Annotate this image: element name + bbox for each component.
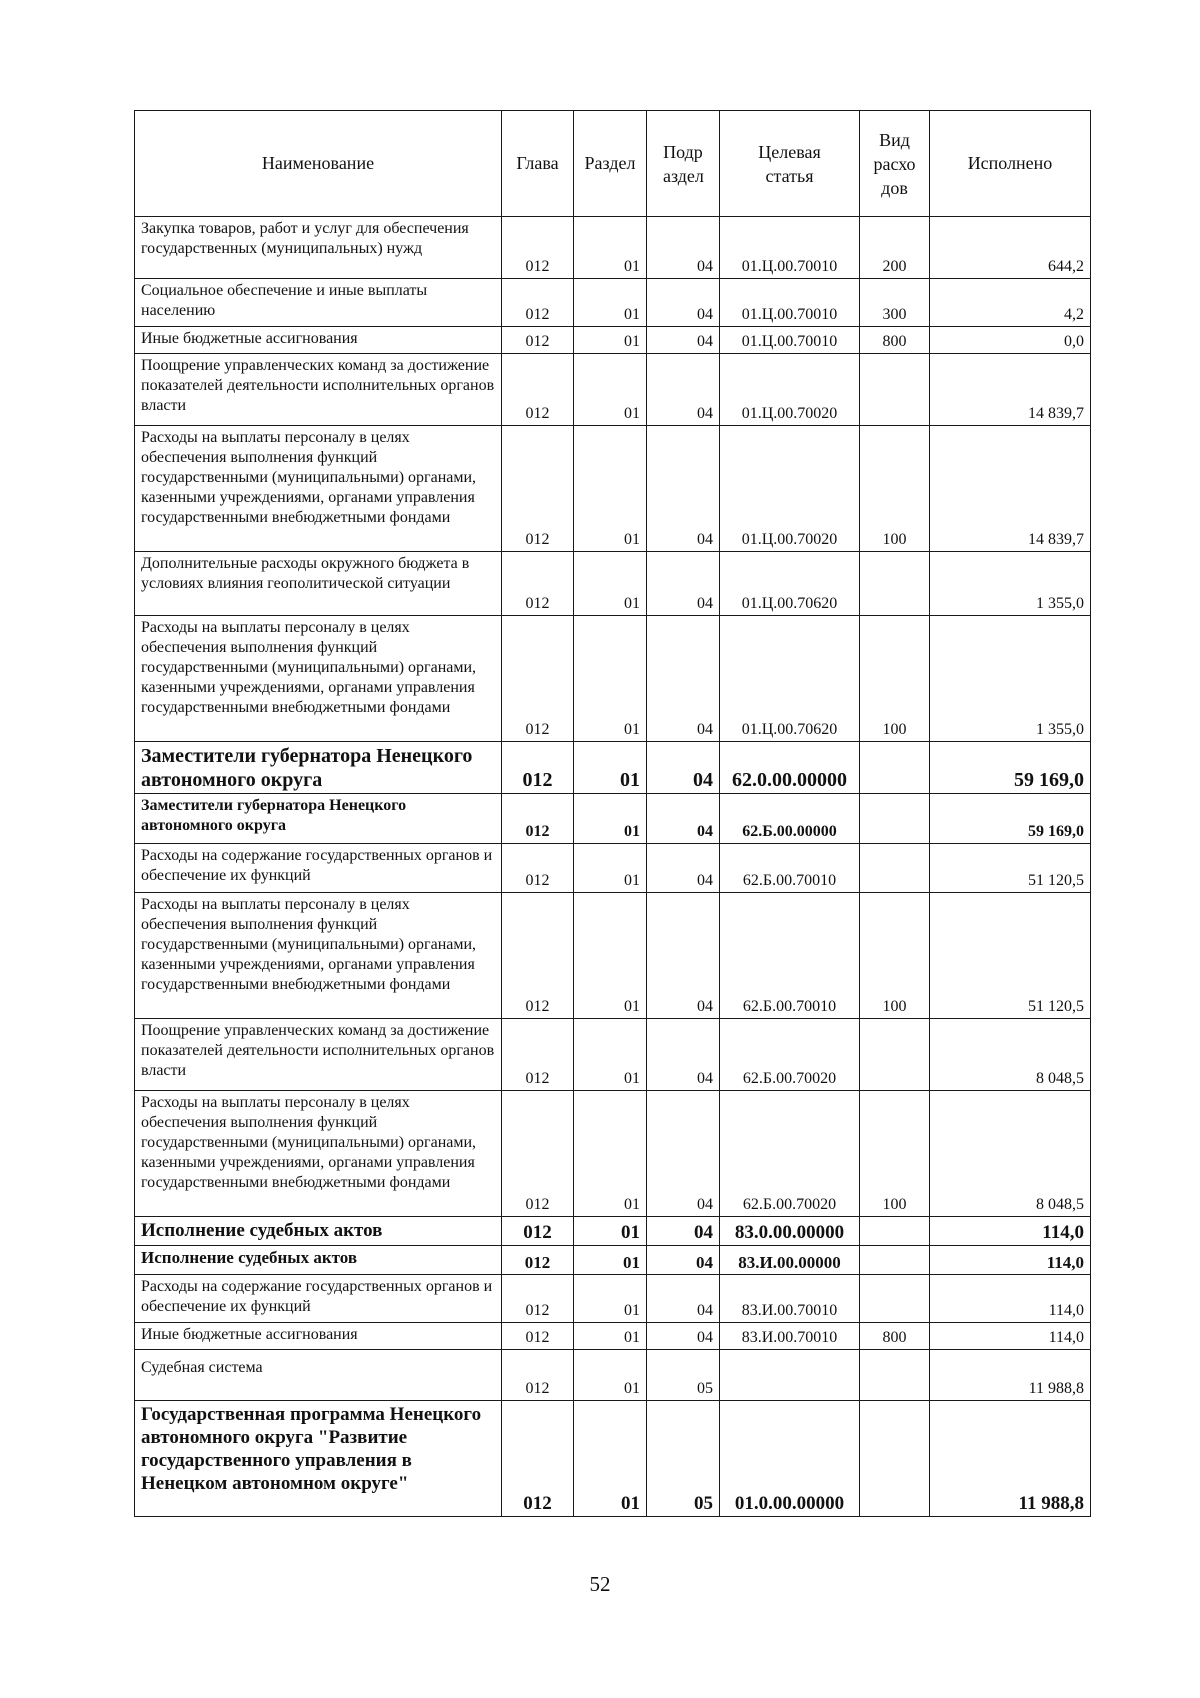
- cell-executed: 644,2: [930, 217, 1091, 279]
- cell-name: Дополнительные расходы окружного бюджета в условиях влияния геополитической ситуации: [135, 552, 502, 616]
- cell-executed: 114,0: [930, 1217, 1091, 1246]
- budget-table: [134, 110, 1091, 1517]
- cell-name: Иные бюджетные ассигнования: [135, 327, 502, 354]
- cell-chapter: 012: [502, 327, 574, 354]
- cell-target: 83.И.00.70010: [720, 1275, 860, 1323]
- cell-subsection: 04: [647, 1091, 720, 1217]
- cell-subsection: 05: [647, 1401, 720, 1517]
- cell-section: 01: [574, 1323, 647, 1350]
- cell-section: 01: [574, 217, 647, 279]
- cell-chapter: 012: [502, 426, 574, 552]
- cell-executed: 14 839,7: [930, 354, 1091, 426]
- cell-kind: 100: [860, 893, 930, 1019]
- cell-executed: 59 169,0: [930, 794, 1091, 844]
- cell-target: 01.Ц.00.70620: [720, 616, 860, 742]
- table-row: [135, 893, 1091, 1019]
- cell-target: 83.И.00.00000: [720, 1246, 860, 1275]
- cell-subsection: 04: [647, 1217, 720, 1246]
- table-row: [135, 1350, 1091, 1401]
- cell-section: 01: [574, 1217, 647, 1246]
- header-executed: Исполнено: [930, 111, 1091, 217]
- cell-target: [720, 1350, 860, 1401]
- table-row-total: [135, 1217, 1091, 1246]
- cell-executed: 51 120,5: [930, 844, 1091, 893]
- cell-name: Заместители губернатора Ненецкого автономного округа: [135, 794, 502, 844]
- cell-section: 01: [574, 893, 647, 1019]
- cell-kind: 200: [860, 217, 930, 279]
- cell-subsection: 04: [647, 1246, 720, 1275]
- cell-kind: [860, 552, 930, 616]
- page-number: 52: [589, 1572, 611, 1596]
- table-row: [135, 279, 1091, 327]
- cell-executed: 0,0: [930, 327, 1091, 354]
- cell-section: 01: [574, 279, 647, 327]
- cell-name: Иные бюджетные ассигнования: [135, 1323, 502, 1350]
- table-row: [135, 1323, 1091, 1350]
- cell-executed: 14 839,7: [930, 426, 1091, 552]
- cell-subsection: 04: [647, 742, 720, 794]
- cell-name: Социальное обеспечение и иные выплаты населению: [135, 279, 502, 327]
- cell-chapter: 012: [502, 616, 574, 742]
- cell-target: 62.Б.00.70010: [720, 844, 860, 893]
- cell-chapter: 012: [502, 1350, 574, 1401]
- cell-kind: 800: [860, 1323, 930, 1350]
- cell-section: 01: [574, 327, 647, 354]
- header-chapter: Глава: [502, 111, 574, 217]
- cell-subsection: 04: [647, 426, 720, 552]
- cell-name: Закупка товаров, работ и услуг для обеспечения государственных (муниципальных) нужд: [135, 217, 502, 279]
- cell-chapter: 012: [502, 217, 574, 279]
- cell-section: 01: [574, 1401, 647, 1517]
- cell-executed: 51 120,5: [930, 893, 1091, 1019]
- table-row: [135, 426, 1091, 552]
- cell-executed: 114,0: [930, 1246, 1091, 1275]
- cell-section: 01: [574, 1275, 647, 1323]
- cell-section: 01: [574, 1350, 647, 1401]
- cell-subsection: 04: [647, 616, 720, 742]
- cell-kind: [860, 1246, 930, 1275]
- cell-kind: [860, 354, 930, 426]
- cell-target: 01.Ц.00.70010: [720, 327, 860, 354]
- cell-name: Поощрение управленческих команд за достижение показателей деятельности исполнительных органов власти: [135, 1019, 502, 1091]
- cell-name: Судебная система: [135, 1350, 502, 1401]
- cell-section: 01: [574, 742, 647, 794]
- cell-target: 83.0.00.00000: [720, 1217, 860, 1246]
- cell-kind: 100: [860, 1091, 930, 1217]
- cell-name: Расходы на выплаты персоналу в целях обеспечения выполнения функций государственными (муниципальными) органами, казенными учреждениями, органами управления государственными внебюджетными фондами: [135, 426, 502, 552]
- table-row: [135, 1091, 1091, 1217]
- cell-target: 83.И.00.70010: [720, 1323, 860, 1350]
- header-kind: Вид расхо дов: [860, 111, 930, 217]
- cell-executed: 114,0: [930, 1275, 1091, 1323]
- table-row-total: [135, 1246, 1091, 1275]
- cell-executed: 8 048,5: [930, 1091, 1091, 1217]
- table-row: [135, 217, 1091, 279]
- cell-kind: [860, 1217, 930, 1246]
- cell-target: 01.0.00.00000: [720, 1401, 860, 1517]
- cell-subsection: 04: [647, 794, 720, 844]
- cell-subsection: 04: [647, 552, 720, 616]
- cell-target: 62.Б.00.70020: [720, 1019, 860, 1091]
- cell-executed: 4,2: [930, 279, 1091, 327]
- cell-section: 01: [574, 616, 647, 742]
- table-header-row: [135, 111, 1091, 217]
- cell-target: 01.Ц.00.70620: [720, 552, 860, 616]
- table-row: [135, 354, 1091, 426]
- cell-target: 62.Б.00.00000: [720, 794, 860, 844]
- table-row: [135, 1019, 1091, 1091]
- header-section: Раздел: [574, 111, 647, 217]
- budget-table-sheet: [134, 110, 1090, 1517]
- table-row-total: [135, 1401, 1091, 1517]
- table-row-total: [135, 742, 1091, 794]
- cell-kind: [860, 844, 930, 893]
- header-subsection: Подр аздел: [647, 111, 720, 217]
- cell-name: Поощрение управленческих команд за достижение показателей деятельности исполнительных органов власти: [135, 354, 502, 426]
- cell-executed: 1 355,0: [930, 552, 1091, 616]
- cell-chapter: 012: [502, 354, 574, 426]
- cell-chapter: 012: [502, 1323, 574, 1350]
- cell-section: 01: [574, 844, 647, 893]
- cell-section: 01: [574, 426, 647, 552]
- cell-kind: [860, 1350, 930, 1401]
- cell-chapter: 012: [502, 742, 574, 794]
- cell-target: 01.Ц.00.70010: [720, 279, 860, 327]
- cell-chapter: 012: [502, 893, 574, 1019]
- table-row: [135, 616, 1091, 742]
- cell-name: Расходы на выплаты персоналу в целях обеспечения выполнения функций государственными (муниципальными) органами, казенными учреждениями, органами управления государственными внебюджетными фондами: [135, 616, 502, 742]
- cell-subsection: 04: [647, 844, 720, 893]
- cell-name: Заместители губернатора Ненецкого автономного округа: [135, 742, 502, 794]
- cell-section: 01: [574, 1246, 647, 1275]
- cell-kind: [860, 1401, 930, 1517]
- cell-name: Расходы на содержание государственных органов и обеспечение их функций: [135, 1275, 502, 1323]
- cell-chapter: 012: [502, 1091, 574, 1217]
- cell-kind: [860, 1275, 930, 1323]
- cell-section: 01: [574, 552, 647, 616]
- cell-chapter: 012: [502, 1019, 574, 1091]
- cell-target: 01.Ц.00.70020: [720, 354, 860, 426]
- cell-executed: 59 169,0: [930, 742, 1091, 794]
- cell-kind: [860, 794, 930, 844]
- cell-subsection: 04: [647, 1019, 720, 1091]
- cell-kind: 300: [860, 279, 930, 327]
- cell-executed: 8 048,5: [930, 1019, 1091, 1091]
- cell-chapter: 012: [502, 844, 574, 893]
- cell-chapter: 012: [502, 794, 574, 844]
- table-row: [135, 1275, 1091, 1323]
- cell-target: 01.Ц.00.70010: [720, 217, 860, 279]
- cell-target: 62.0.00.00000: [720, 742, 860, 794]
- cell-name: Расходы на выплаты персоналу в целях обеспечения выполнения функций государственными (муниципальными) органами, казенными учреждениями, органами управления государственными внебюджетными фондами: [135, 893, 502, 1019]
- cell-subsection: 04: [647, 893, 720, 1019]
- cell-section: 01: [574, 794, 647, 844]
- cell-chapter: 012: [502, 1217, 574, 1246]
- table-row: [135, 327, 1091, 354]
- cell-chapter: 012: [502, 1246, 574, 1275]
- cell-target: 62.Б.00.70010: [720, 893, 860, 1019]
- header-name: Наименование: [135, 111, 502, 217]
- cell-subsection: 04: [647, 354, 720, 426]
- cell-kind: [860, 742, 930, 794]
- cell-subsection: 04: [647, 217, 720, 279]
- cell-executed: 11 988,8: [930, 1350, 1091, 1401]
- cell-name: Расходы на выплаты персоналу в целях обеспечения выполнения функций государственными (муниципальными) органами, казенными учреждениями, органами управления государственными внебюджетными фондами: [135, 1091, 502, 1217]
- cell-section: 01: [574, 1019, 647, 1091]
- cell-executed: 11 988,8: [930, 1401, 1091, 1517]
- cell-kind: 100: [860, 616, 930, 742]
- header-target: Целевая статья: [720, 111, 860, 217]
- cell-executed: 114,0: [930, 1323, 1091, 1350]
- table-row-total: [135, 794, 1091, 844]
- cell-target: 01.Ц.00.70020: [720, 426, 860, 552]
- cell-subsection: 04: [647, 1323, 720, 1350]
- cell-kind: 100: [860, 426, 930, 552]
- cell-kind: [860, 1019, 930, 1091]
- cell-subsection: 05: [647, 1350, 720, 1401]
- cell-name: Государственная программа Ненецкого автономного округа "Развитие государственного управления в Ненецком автономном округе": [135, 1401, 502, 1517]
- cell-name: Исполнение судебных актов: [135, 1246, 502, 1275]
- cell-subsection: 04: [647, 279, 720, 327]
- cell-chapter: 012: [502, 1401, 574, 1517]
- cell-name: Исполнение судебных актов: [135, 1217, 502, 1246]
- cell-kind: 800: [860, 327, 930, 354]
- cell-target: 62.Б.00.70020: [720, 1091, 860, 1217]
- cell-chapter: 012: [502, 552, 574, 616]
- cell-name: Расходы на содержание государственных органов и обеспечение их функций: [135, 844, 502, 893]
- cell-subsection: 04: [647, 327, 720, 354]
- cell-executed: 1 355,0: [930, 616, 1091, 742]
- cell-section: 01: [574, 1091, 647, 1217]
- cell-section: 01: [574, 354, 647, 426]
- cell-subsection: 04: [647, 1275, 720, 1323]
- table-row: [135, 844, 1091, 893]
- table-row: [135, 552, 1091, 616]
- cell-chapter: 012: [502, 279, 574, 327]
- cell-chapter: 012: [502, 1275, 574, 1323]
